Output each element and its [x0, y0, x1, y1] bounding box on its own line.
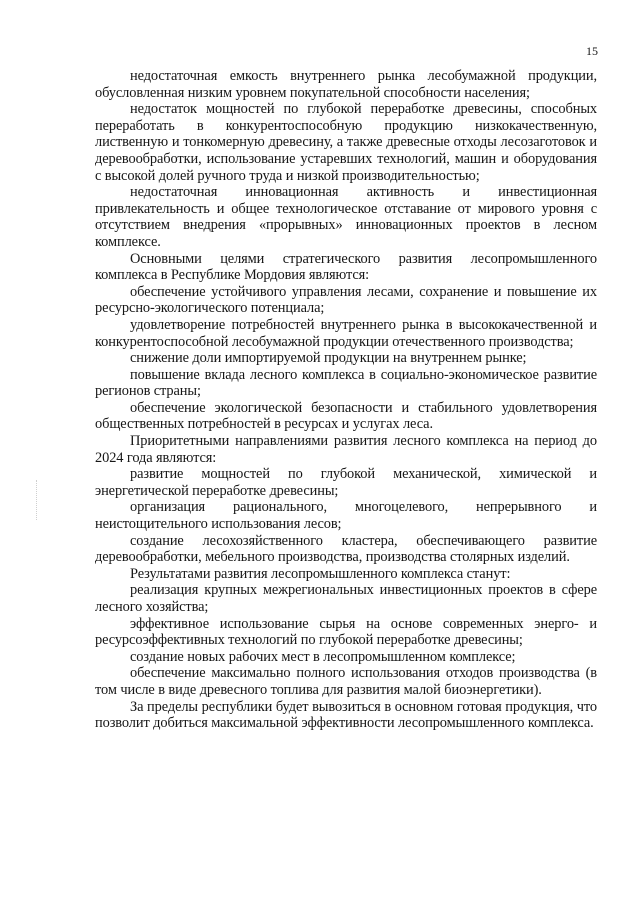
- paragraph-innovation-activity: недостаточная инновационная активность и инвестиционная привлекательность и общее технологическое отставание от мирового уровня с отсутствием внедрения «прорывных» инновационных проектов в лесном комплексе.: [95, 184, 597, 250]
- paragraph-export-outcome: За пределы республики будет вывозиться в основном готовая продукция, что позволит добиться максимальной эффективности лесопромышленного комплекса.: [95, 698, 597, 732]
- paragraph-result-efficient-raw-materials: эффективное использование сырья на основе современных энерго- и ресурсоэффективных технологий по глубокой переработке древесины;: [95, 615, 597, 649]
- paragraph-result-investment-projects: реализация крупных межрегиональных инвестиционных проектов в сфере лесного хозяйства;: [95, 582, 597, 615]
- paragraph-direction-forest-use: организация рационального, многоцелевого, непрерывного и неистощительного использования лесов;: [95, 499, 597, 533]
- paragraph-result-new-jobs: создание новых рабочих мест в лесопромышленном комплексе;: [130, 648, 516, 665]
- paragraph-goal-regional-development: повышение вклада лесного комплекса в социально-экономическое развитие регионов страны;: [95, 366, 597, 400]
- paragraph-direction-cluster: создание лесохозяйственного кластера, обеспечивающего развитие деревообработки, мебельного производства, производства столярных изделий.: [95, 532, 597, 566]
- document-body: [95, 68, 597, 732]
- paragraph-result-waste-use: обеспечение максимально полного использования отходов производства (в том числе в виде древесного топлива для развития малой биоэнергетики).: [95, 665, 597, 698]
- paragraph-goal-forest-management: обеспечение устойчивого управления лесами, сохранение и повышение их ресурсно-экологического потенциала;: [95, 283, 597, 317]
- paragraph-weak-demand: недостаточная емкость внутреннего рынка лесобумажной продукции, обусловленная низким уровнем покупательной способности населения;: [95, 68, 597, 101]
- paragraph-processing-capacity: недостаток мощностей по глубокой переработке древесины, способных переработать в конкурентоспособную продукцию низкокачественную, лиственную и тонкомерную древесину, а также древесные отходы лесозаготовок и деревообработки, использование устаревших технологий, машин и оборудования с высокой долей ручного труда и низкой производительностью;: [95, 101, 597, 184]
- paragraph-goal-import-reduction: снижение доли импортируемой продукции на внутреннем рынке;: [130, 350, 527, 367]
- scan-margin-mark: [36, 480, 38, 520]
- paragraph-results-intro: Результатами развития лесопромышленного комплекса станут:: [130, 565, 511, 582]
- paragraph-priority-directions-intro: Приоритетными направлениями развития лесного комплекса на период до 2024 года являются:: [95, 433, 597, 466]
- paragraph-goal-market-demand: удовлетворение потребностей внутреннего рынка в высококачественной и конкурентоспособной лесобумажной продукции отечественного производства;: [95, 316, 597, 350]
- paragraph-direction-processing: развитие мощностей по глубокой механической, химической и энергетической переработке древесины;: [95, 466, 597, 499]
- paragraph-strategic-goals-intro: Основными целями стратегического развития лесопромышленного комплекса в Республике Мордовия являются:: [95, 250, 597, 284]
- paragraph-goal-ecological-safety: обеспечение экологической безопасности и стабильного удовлетворения общественных потребностей в ресурсах и услугах леса.: [95, 399, 597, 433]
- page-number: 15: [586, 44, 598, 58]
